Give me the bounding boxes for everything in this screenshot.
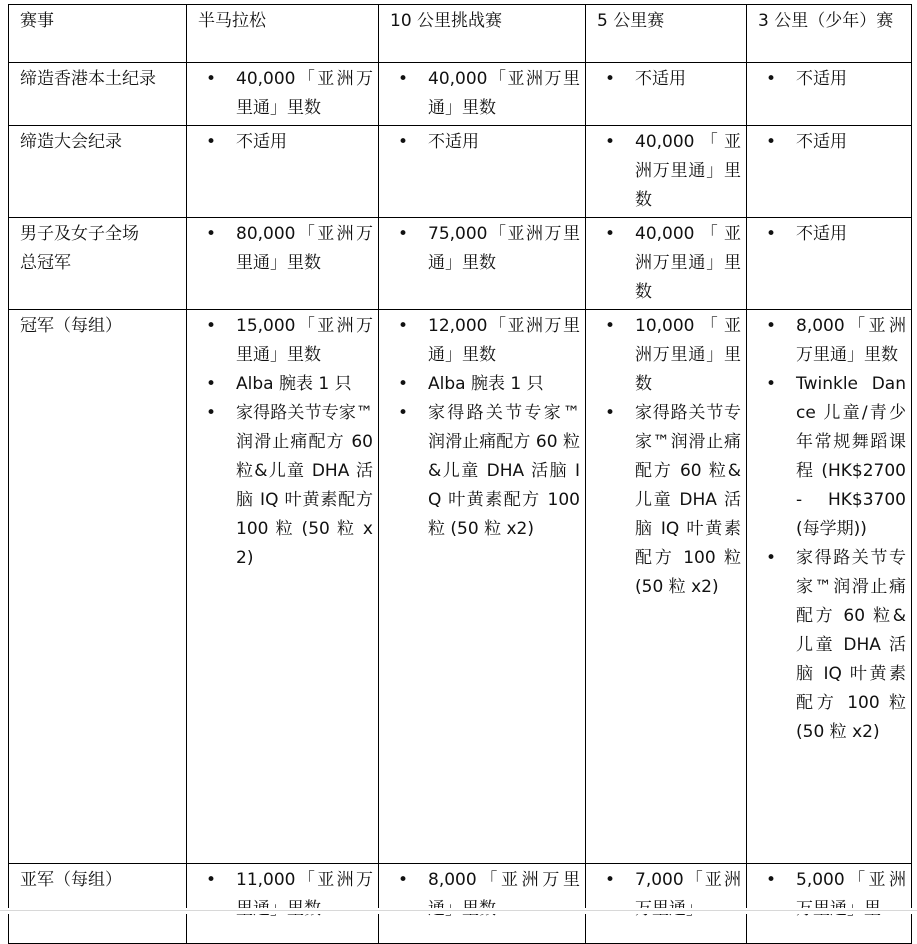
- table-row: [9, 63, 912, 126]
- divider: [0, 910, 917, 911]
- list-item: • 5,000「亚洲: [758, 866, 906, 924]
- list-item: • Alba 腕表 1 只: [390, 370, 580, 399]
- table-cell: [586, 126, 747, 218]
- table-row: [9, 864, 912, 944]
- table-cell: [187, 218, 379, 310]
- prize-table: [8, 4, 912, 944]
- page-cutoff: [0, 908, 917, 914]
- list-item: • 40,000「亚洲万里通」里数: [390, 65, 580, 123]
- table-cell: [586, 63, 747, 126]
- list-item: • 家得路关节专家™润滑止痛配方 60 粒&儿童 DHA 活脑 IQ 叶黄素配方 100 粒 (50 粒 x2): [390, 399, 580, 544]
- list-item: • 40,000「亚洲万里通」里数: [597, 220, 741, 307]
- list-item: • Twinkle Dance 儿童/青少年常规舞蹈课程 (HK$2700 - HK$3700 (每学期)): [758, 370, 906, 544]
- list-item: • 40,000「亚洲万里通」里数: [597, 128, 741, 215]
- list-item: • 10,000「亚洲万里通」里数: [597, 312, 741, 399]
- table-cell: [187, 63, 379, 126]
- header-10k: 10 公里挑战赛: [379, 5, 586, 63]
- list-item: • 15,000「亚洲万里通」里数: [198, 312, 373, 370]
- table-cell: [187, 126, 379, 218]
- list-item: • 11,000「亚洲万: [198, 866, 373, 924]
- table-cell: [586, 864, 747, 944]
- table-cell: [586, 310, 747, 864]
- table-cell: [187, 310, 379, 864]
- table-cell: [379, 864, 586, 944]
- row-label: 冠军（每组）: [9, 310, 187, 864]
- table-cell: [379, 63, 586, 126]
- header-half-marathon: 半马拉松: [187, 5, 379, 63]
- list-item: • 家得路关节专家™润滑止痛配方 60 粒&儿童 DHA 活脑 IQ 叶黄素配方 100 粒 (50 粒 x2): [597, 399, 741, 602]
- header-event: 赛事: [9, 5, 187, 63]
- list-item: • 不适用: [597, 65, 741, 94]
- row-label: 缔造大会纪录: [9, 126, 187, 218]
- table-cell: [379, 218, 586, 310]
- list-item: • 8,000「亚洲万里通」里数: [758, 312, 906, 370]
- list-item: • 不适用: [198, 128, 373, 157]
- table-cell: [379, 310, 586, 864]
- table-cell: [747, 126, 912, 218]
- table-row: [9, 310, 912, 864]
- list-item: • 7,000「亚洲: [597, 866, 741, 924]
- list-item: • 不适用: [390, 128, 580, 157]
- table-cell: [747, 218, 912, 310]
- list-item: • 家得路关节专家™润滑止痛配方 60 粒&儿童 DHA 活脑 IQ 叶黄素配方 100 粒 (50 粒 x2): [758, 544, 906, 747]
- header-5k: 5 公里赛: [586, 5, 747, 63]
- list-item: • 不适用: [758, 65, 906, 94]
- table-cell: [379, 126, 586, 218]
- list-item: • 家得路关节专家™润滑止痛配方 60 粒&儿童 DHA 活脑 IQ 叶黄素配方 100 粒 (50 粒 x2): [198, 399, 373, 573]
- table-cell: [747, 310, 912, 864]
- table-row: [9, 218, 912, 310]
- list-item: • 75,000「亚洲万里通」里数: [390, 220, 580, 278]
- header-row: [9, 5, 912, 63]
- row-label: 男子及女子全场总冠军: [9, 218, 187, 310]
- list-item: • 不适用: [758, 128, 906, 157]
- list-item: • 不适用: [758, 220, 906, 249]
- row-label: 亚军（每组）: [9, 864, 187, 944]
- table-cell: [747, 63, 912, 126]
- row-label: 缔造香港本土纪录: [9, 63, 187, 126]
- table-cell: [747, 864, 912, 944]
- header-3k-junior: 3 公里（少年）赛: [747, 5, 912, 63]
- table-cell: [187, 864, 379, 944]
- list-item: • 12,000「亚洲万里通」里数: [390, 312, 580, 370]
- list-item: • 8,000「亚洲万里: [390, 866, 580, 924]
- table-cell: [586, 218, 747, 310]
- table-row: [9, 126, 912, 218]
- list-item: • 80,000「亚洲万里通」里数: [198, 220, 373, 278]
- list-item: • Alba 腕表 1 只: [198, 370, 373, 399]
- list-item: • 40,000「亚洲万里通」里数: [198, 65, 373, 123]
